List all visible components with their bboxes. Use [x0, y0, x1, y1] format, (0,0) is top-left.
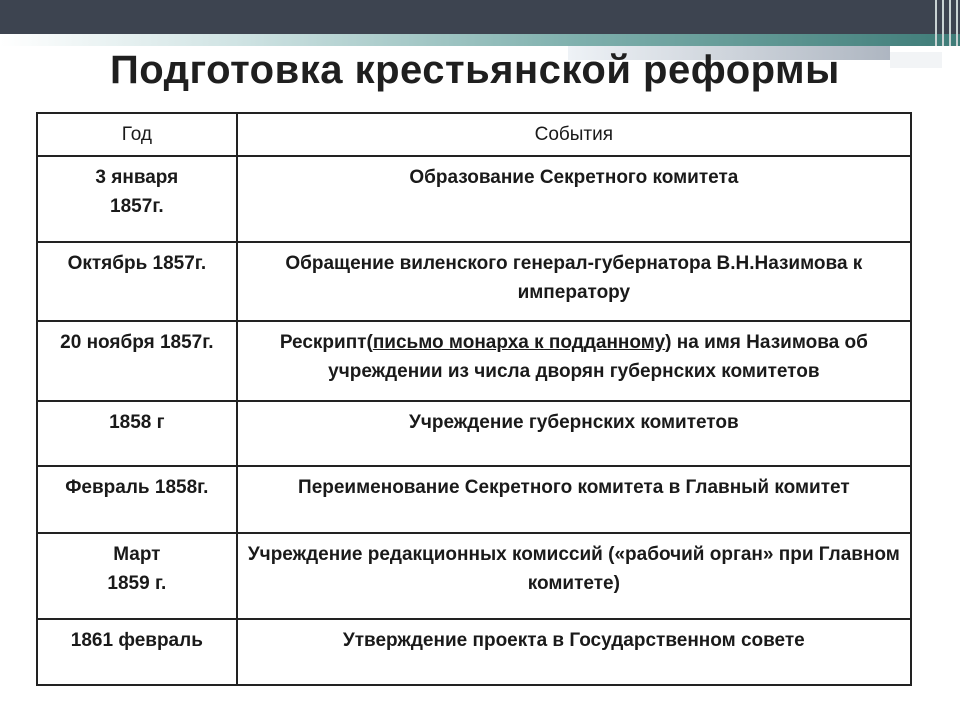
table-row — [37, 533, 911, 619]
year-cell — [37, 533, 237, 619]
year-cell: 1858 г — [37, 401, 237, 466]
header-year: Год — [37, 113, 237, 156]
decorative-lines — [930, 0, 960, 46]
event-cell: Образование Секретного комитета — [237, 156, 911, 242]
slide-top-bar — [0, 0, 960, 34]
event-cell — [237, 321, 911, 401]
table-row — [37, 242, 911, 321]
events-table — [36, 112, 912, 686]
year-line: 1857г. — [110, 196, 164, 217]
header-events: События — [237, 113, 911, 156]
table-header-row — [37, 113, 911, 156]
year-cell: Октябрь 1857г. — [37, 242, 237, 321]
year-cell: 1861 февраль — [37, 619, 237, 685]
table-row — [37, 156, 911, 242]
event-text-start: Рескрипт( — [279, 332, 373, 353]
event-text-underlined: письмо монарха к подданному — [372, 332, 666, 353]
table-row — [37, 619, 911, 685]
event-cell: Учреждение губернских комитетов — [237, 401, 911, 466]
year-cell: Февраль 1858г. — [37, 466, 237, 533]
event-cell: Переименование Секретного комитета в Главный комитет — [237, 466, 911, 533]
event-cell: Учреждение редакционных комиссий («рабочий орган» при Главном комитете) — [237, 533, 911, 619]
event-cell: Обращение виленского генерал-губернатора В.Н.Назимова к императору — [237, 242, 911, 321]
year-line: Март — [113, 544, 161, 565]
year-line: 3 января — [95, 167, 179, 188]
year-cell — [37, 156, 237, 242]
year-cell: 20 ноября 1857г. — [37, 321, 237, 401]
year-line: 1859 г. — [107, 573, 167, 594]
page-title: Подготовка крестьянской реформы — [110, 48, 840, 92]
event-cell: Утверждение проекта в Государственном совете — [237, 619, 911, 685]
event-text-end: ) на имя Назимова об учреждении из числа дворян губернских комитетов — [328, 332, 868, 382]
table-row — [37, 321, 911, 401]
table-row — [37, 401, 911, 466]
slide-accent-stripe — [0, 34, 960, 46]
table-row — [37, 466, 911, 533]
